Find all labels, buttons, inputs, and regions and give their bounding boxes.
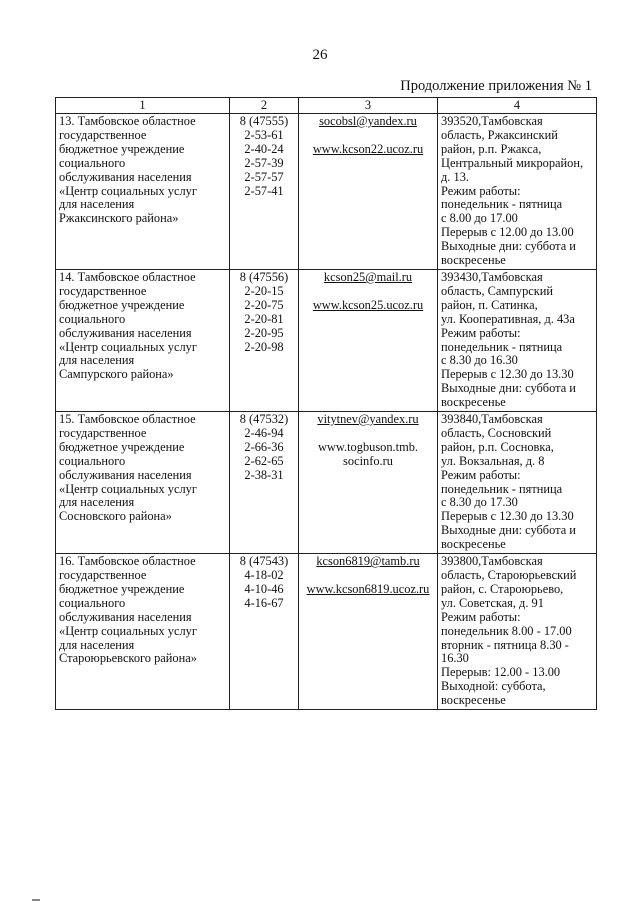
address-line: понедельник - пятница	[441, 339, 563, 354]
scan-mark	[32, 899, 40, 901]
contacts-cell	[299, 554, 438, 710]
address-line: воскресенье	[441, 395, 506, 410]
phone-number: 2-20-15	[244, 283, 284, 298]
phones-cell	[230, 554, 299, 710]
phone-number: 8 (47532)	[239, 412, 289, 427]
email-link[interactable]: kcson25@mail.ru	[323, 269, 413, 284]
address-line: 393430,Тамбовская	[441, 269, 543, 284]
organization-name-line: бюджетное учреждение	[59, 297, 185, 312]
organization-name-line: бюджетное учреждение	[59, 439, 185, 454]
organization-name-line: «Центр социальных услуг	[59, 481, 197, 496]
address-cell	[438, 554, 597, 710]
appendix-caption: Продолжение приложения № 1	[400, 78, 592, 94]
contacts-cell	[299, 412, 438, 554]
website-link[interactable]: www.kcson22.ucoz.ru	[312, 141, 424, 156]
table-row	[56, 269, 597, 411]
phone-number: 2-57-57	[244, 169, 284, 184]
address-line: 393840,Тамбовская	[441, 412, 543, 427]
organization-name-line: бюджетное учреждение	[59, 141, 185, 156]
table-row	[56, 412, 597, 554]
address-line: область, Ржаксинский	[441, 127, 558, 142]
organization-name-line: для населения	[59, 197, 135, 212]
address-line: Выходные дни: суббота и	[441, 381, 576, 396]
address-line: Режим работы:	[441, 609, 521, 624]
phone-number: 4-10-46	[244, 581, 284, 596]
address-line: ул. Вокзальная, д. 8	[441, 453, 545, 468]
phone-number: 4-18-02	[244, 568, 284, 582]
spacer	[302, 569, 434, 583]
contacts-cell	[299, 114, 438, 270]
address-line: 16.30	[441, 651, 469, 666]
organization-name-cell	[56, 554, 230, 710]
spacer	[302, 129, 434, 143]
phone-number: 2-20-75	[244, 297, 284, 312]
address-line: воскресенье	[441, 693, 506, 708]
phones-cell	[230, 114, 299, 270]
organization-name-line: государственное	[59, 127, 147, 142]
website-link[interactable]: www.togbuson.tmb.	[317, 439, 419, 454]
organization-name-line: государственное	[59, 425, 147, 440]
organization-name-cell	[56, 412, 230, 554]
address-line: Перерыв: 12.00 - 13.00	[441, 665, 561, 680]
spacer	[302, 285, 434, 299]
phone-number: 8 (47555)	[239, 114, 289, 128]
organization-name-line: «Центр социальных услуг	[59, 623, 197, 638]
organization-name-line: обслуживания населения	[59, 609, 192, 624]
phone-number: 8 (47556)	[239, 269, 289, 284]
phone-number: 2-53-61	[244, 127, 284, 142]
phones-cell	[230, 269, 299, 411]
address-line: вторник - пятница 8.30 -	[441, 637, 569, 652]
table-body	[56, 114, 597, 710]
organization-name-line: бюджетное учреждение	[59, 581, 185, 596]
organization-name-cell	[56, 269, 230, 411]
address-cell	[438, 114, 597, 270]
address-line: Перерыв с 12.30 до 13.30	[441, 509, 574, 524]
organization-name-line: социального	[59, 155, 126, 170]
address-line: Перерыв с 12.00 до 13.00	[441, 225, 574, 240]
organization-name-line: обслуживания населения	[59, 325, 192, 340]
email-link[interactable]: vitytnev@yandex.ru	[317, 412, 419, 427]
email-link[interactable]: socobsl@yandex.ru	[319, 114, 417, 128]
address-line: 393520,Тамбовская	[441, 114, 543, 128]
column-header: 1	[56, 98, 230, 114]
organization-name-line: 16. Тамбовское областное	[59, 554, 196, 569]
phone-number: 4-16-67	[244, 595, 284, 610]
organization-name-line: 13. Тамбовское областное	[59, 114, 196, 128]
table-row	[56, 114, 597, 270]
organization-name-line: «Центр социальных услуг	[59, 183, 197, 198]
email-link[interactable]: kcson6819@tamb.ru	[316, 554, 420, 569]
organization-name-line: государственное	[59, 568, 147, 582]
address-line: понедельник - пятница	[441, 481, 563, 496]
address-line: ул. Кооперативная, д. 43а	[441, 311, 575, 326]
address-line: Режим работы:	[441, 325, 521, 340]
organization-name-line: Староюрьевского района»	[59, 651, 197, 666]
address-line: Режим работы:	[441, 467, 521, 482]
address-line: с 8.30 до 16.30	[441, 353, 518, 368]
address-line: Выходной: суббота,	[441, 679, 546, 694]
organization-name-line: для населения	[59, 353, 135, 368]
phones-cell	[230, 412, 299, 554]
phone-number: 2-20-95	[244, 325, 284, 340]
website-link[interactable]: www.kcson6819.ucoz.ru	[306, 582, 430, 596]
address-line: область, Сосновский	[441, 425, 552, 440]
organization-name-line: обслуживания населения	[59, 169, 192, 184]
address-line: район, р.п. Ржакса,	[441, 141, 542, 156]
address-line: Выходные дни: суббота и	[441, 523, 576, 538]
phone-number: 2-20-81	[244, 311, 284, 326]
address-line: область, Староюрьевский	[441, 568, 577, 582]
website-link[interactable]: socinfo.ru	[343, 453, 393, 468]
phone-number: 2-20-98	[244, 339, 284, 354]
page-number: 26	[312, 47, 328, 63]
organization-name-line: для населения	[59, 637, 135, 652]
phone-number: 2-46-94	[244, 425, 284, 440]
phone-number: 2-40-24	[244, 141, 284, 156]
address-line: с 8.30 до 17.30	[441, 495, 518, 510]
organization-name-line: Сампурского района»	[59, 367, 174, 382]
phone-number: 2-62-65	[244, 453, 284, 468]
website-link[interactable]: www.kcson25.ucoz.ru	[312, 297, 424, 312]
phone-number: 2-57-39	[244, 155, 284, 170]
table-header-row	[56, 98, 597, 114]
organization-name-line: 14. Тамбовское областное	[59, 269, 196, 284]
phone-number: 2-38-31	[244, 467, 284, 482]
organization-name-cell	[56, 114, 230, 270]
address-line: район, р.п. Сосновка,	[441, 439, 554, 454]
address-line: понедельник - пятница	[441, 197, 563, 212]
organization-name-line: обслуживания населения	[59, 467, 192, 482]
organization-name-line: Ржаксинского района»	[59, 211, 179, 226]
column-header: 2	[230, 98, 299, 114]
address-cell	[438, 412, 597, 554]
address-line: район, п. Сатинка,	[441, 297, 538, 312]
organization-name-line: социального	[59, 595, 126, 610]
address-line: ул. Советская, д. 91	[441, 595, 544, 610]
address-line: Режим работы:	[441, 183, 521, 198]
address-cell	[438, 269, 597, 411]
organization-name-line: социального	[59, 453, 126, 468]
column-header: 3	[299, 98, 438, 114]
address-line: воскресенье	[441, 537, 506, 552]
address-line: д. 13.	[441, 169, 469, 184]
organization-name-line: для населения	[59, 495, 135, 510]
organization-name-line: социального	[59, 311, 126, 326]
organization-name-line: государственное	[59, 283, 147, 298]
address-line: Выходные дни: суббота и	[441, 239, 576, 254]
address-line: 393800,Тамбовская	[441, 554, 543, 569]
contacts-cell	[299, 269, 438, 411]
column-header: 4	[438, 98, 597, 114]
organization-name-line: 15. Тамбовское областное	[59, 412, 196, 427]
address-line: район, с. Староюрьево,	[441, 581, 564, 596]
phone-number: 2-57-41	[244, 183, 284, 198]
phone-number: 2-66-36	[244, 439, 284, 454]
organization-name-line: Сосновского района»	[59, 509, 172, 524]
table-row	[56, 554, 597, 710]
address-line: с 8.00 до 17.00	[441, 211, 518, 226]
organizations-table	[55, 97, 597, 710]
address-line: понедельник 8.00 - 17.00	[441, 623, 572, 638]
address-line: область, Сампурский	[441, 283, 554, 298]
spacer	[302, 427, 434, 441]
address-line: воскресенье	[441, 253, 506, 268]
address-line: Центральный микрорайон,	[441, 155, 584, 170]
address-line: Перерыв с 12.30 до 13.30	[441, 367, 574, 382]
organization-name-line: «Центр социальных услуг	[59, 339, 197, 354]
phone-number: 8 (47543)	[239, 554, 289, 569]
